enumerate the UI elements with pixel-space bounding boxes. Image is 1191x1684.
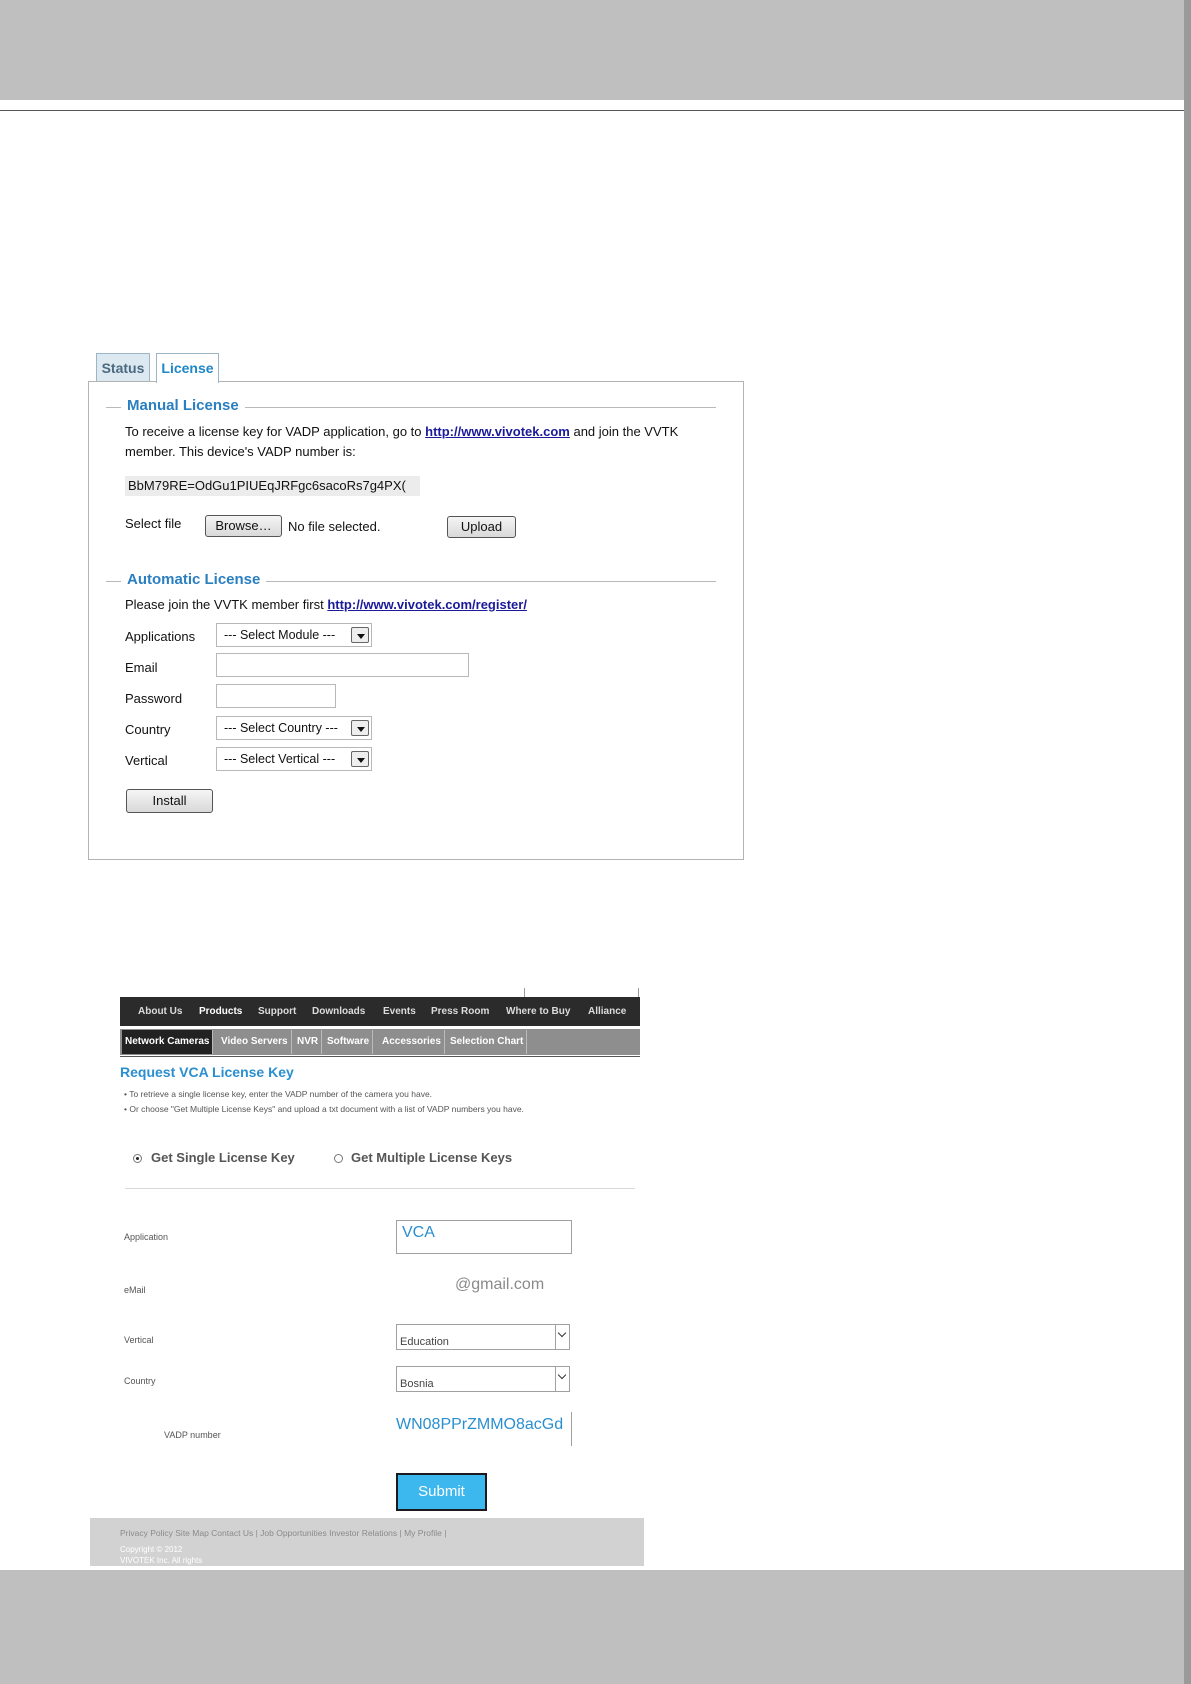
site-main-nav	[120, 997, 640, 1026]
site-footer-rights: VIVOTEK Inc. All rights	[120, 1556, 203, 1565]
site-footer-copyright: Copyright © 2012	[120, 1545, 183, 1554]
site-application-input[interactable]	[396, 1220, 572, 1254]
password-input[interactable]	[216, 684, 336, 708]
nav-about-us[interactable]: About Us	[138, 1006, 183, 1017]
applications-select[interactable]	[216, 623, 372, 647]
no-file-selected-text: No file selected.	[288, 519, 381, 534]
select-file-label: Select file	[125, 516, 182, 531]
scrollbar[interactable]	[1184, 0, 1191, 1684]
site-page-heading: Request VCA License Key	[120, 1064, 294, 1080]
site-country-value: Bosnia	[400, 1378, 434, 1390]
password-label: Password	[125, 691, 183, 706]
vertical-select[interactable]	[216, 747, 372, 771]
submit-button[interactable]: Submit	[396, 1473, 487, 1511]
site-email-label: eMail	[124, 1285, 146, 1295]
manual-desc-text: To receive a license key for VADP application, go to	[125, 424, 422, 439]
site-application-label: Application	[124, 1232, 169, 1242]
nav-press-room[interactable]: Press Room	[431, 1006, 490, 1017]
site-hint-multiple-text: Or choose "Get Multiple License Keys" and upload a txt document with a list of VADP numbers you have.	[129, 1104, 524, 1114]
site-hint-single: • To retrieve a single license key, enter the VADP number of the camera you have.	[124, 1089, 433, 1099]
chevron-down-icon	[555, 1367, 569, 1391]
site-top-divider	[524, 988, 525, 997]
nav-where-to-buy[interactable]: Where to Buy	[506, 1006, 571, 1017]
site-country-select[interactable]	[396, 1366, 570, 1392]
nav-events[interactable]: Events	[383, 1006, 416, 1017]
radio-single-label: Get Single License Key	[151, 1150, 295, 1165]
page-header-band	[0, 0, 1191, 100]
header-rule	[0, 110, 1191, 111]
site-vertical-select[interactable]	[396, 1324, 570, 1350]
country-label: Country	[125, 722, 171, 737]
vadp-number-value: BbM79RE=OdGu1PIUEqJRFgc6sacoRs7g4PX(	[125, 476, 420, 496]
site-vertical-label: Vertical	[124, 1335, 154, 1345]
radio-single-license[interactable]	[133, 1154, 142, 1163]
country-select-value: --- Select Country ---	[224, 721, 338, 735]
nav-alliance[interactable]: Alliance	[588, 1006, 627, 1017]
page-footer-band	[0, 1570, 1191, 1684]
upload-button[interactable]: Upload	[447, 516, 516, 538]
join-text: Please join the VVTK member first	[125, 597, 324, 612]
manual-description	[125, 424, 678, 439]
site-footer-links[interactable]: Privacy Policy Site Map Contact Us | Job Opportunities Investor Relations | My Profile |	[120, 1528, 447, 1538]
site-email-value[interactable]: @gmail.com	[455, 1276, 545, 1293]
vivotek-link[interactable]: http://www.vivotek.com	[425, 424, 570, 439]
site-hint-single-text: To retrieve a single license key, enter the VADP number of the camera you have.	[129, 1089, 433, 1099]
vertical-label: Vertical	[125, 753, 168, 768]
site-country-label: Country	[124, 1376, 156, 1386]
join-member-text	[125, 597, 527, 612]
site-subnav-rule	[120, 1056, 640, 1057]
chevron-down-icon	[351, 751, 369, 767]
site-form-rule	[125, 1188, 635, 1189]
chevron-down-icon	[351, 627, 369, 643]
applications-select-value: --- Select Module ---	[224, 628, 336, 642]
site-vertical-value: Education	[400, 1336, 449, 1348]
site-application-value: VCA	[402, 1224, 435, 1241]
site-footer	[90, 1518, 644, 1566]
subnav-software[interactable]: Software	[324, 1030, 373, 1054]
applications-label: Applications	[125, 629, 196, 644]
nav-downloads[interactable]: Downloads	[312, 1006, 366, 1017]
chevron-down-icon	[351, 720, 369, 736]
vertical-select-value: --- Select Vertical ---	[224, 752, 336, 766]
nav-products[interactable]: Products	[199, 1006, 243, 1017]
subnav-network-cameras[interactable]: Network Cameras	[122, 1030, 213, 1054]
subnav-accessories[interactable]: Accessories	[379, 1030, 445, 1054]
subnav-video-servers[interactable]: Video Servers	[218, 1030, 292, 1054]
manual-desc-text-2: and join the VVTK	[573, 424, 679, 439]
browse-button[interactable]: Browse…	[205, 515, 282, 537]
nav-support[interactable]: Support	[258, 1006, 297, 1017]
manual-license-title: Manual License	[121, 397, 245, 414]
automatic-license-title: Automatic License	[121, 571, 266, 588]
subnav-selection-chart[interactable]: Selection Chart	[447, 1030, 527, 1054]
install-button[interactable]: Install	[126, 789, 213, 813]
email-input[interactable]	[216, 653, 469, 677]
chevron-down-icon	[555, 1325, 569, 1349]
manual-description-line2: member. This device's VADP number is:	[125, 444, 356, 459]
site-vadp-value: WN08PPrZMMO8acGd	[396, 1416, 564, 1433]
radio-multiple-license[interactable]	[334, 1154, 343, 1163]
site-vadp-label: VADP number	[164, 1430, 221, 1440]
site-top-divider	[638, 988, 639, 997]
site-vadp-input[interactable]	[396, 1412, 572, 1446]
radio-multiple-label: Get Multiple License Keys	[351, 1150, 513, 1165]
tab-status[interactable]: Status	[96, 353, 150, 382]
country-select[interactable]	[216, 716, 372, 740]
site-sub-nav	[120, 1029, 640, 1055]
tab-license[interactable]: License	[156, 353, 219, 383]
subnav-nvr[interactable]: NVR	[294, 1030, 322, 1054]
register-link[interactable]: http://www.vivotek.com/register/	[327, 597, 527, 612]
site-hint-multiple: • Or choose "Get Multiple License Keys" and upload a txt document with a list of VADP numbers you have.	[124, 1104, 524, 1114]
email-label: Email	[125, 660, 158, 675]
